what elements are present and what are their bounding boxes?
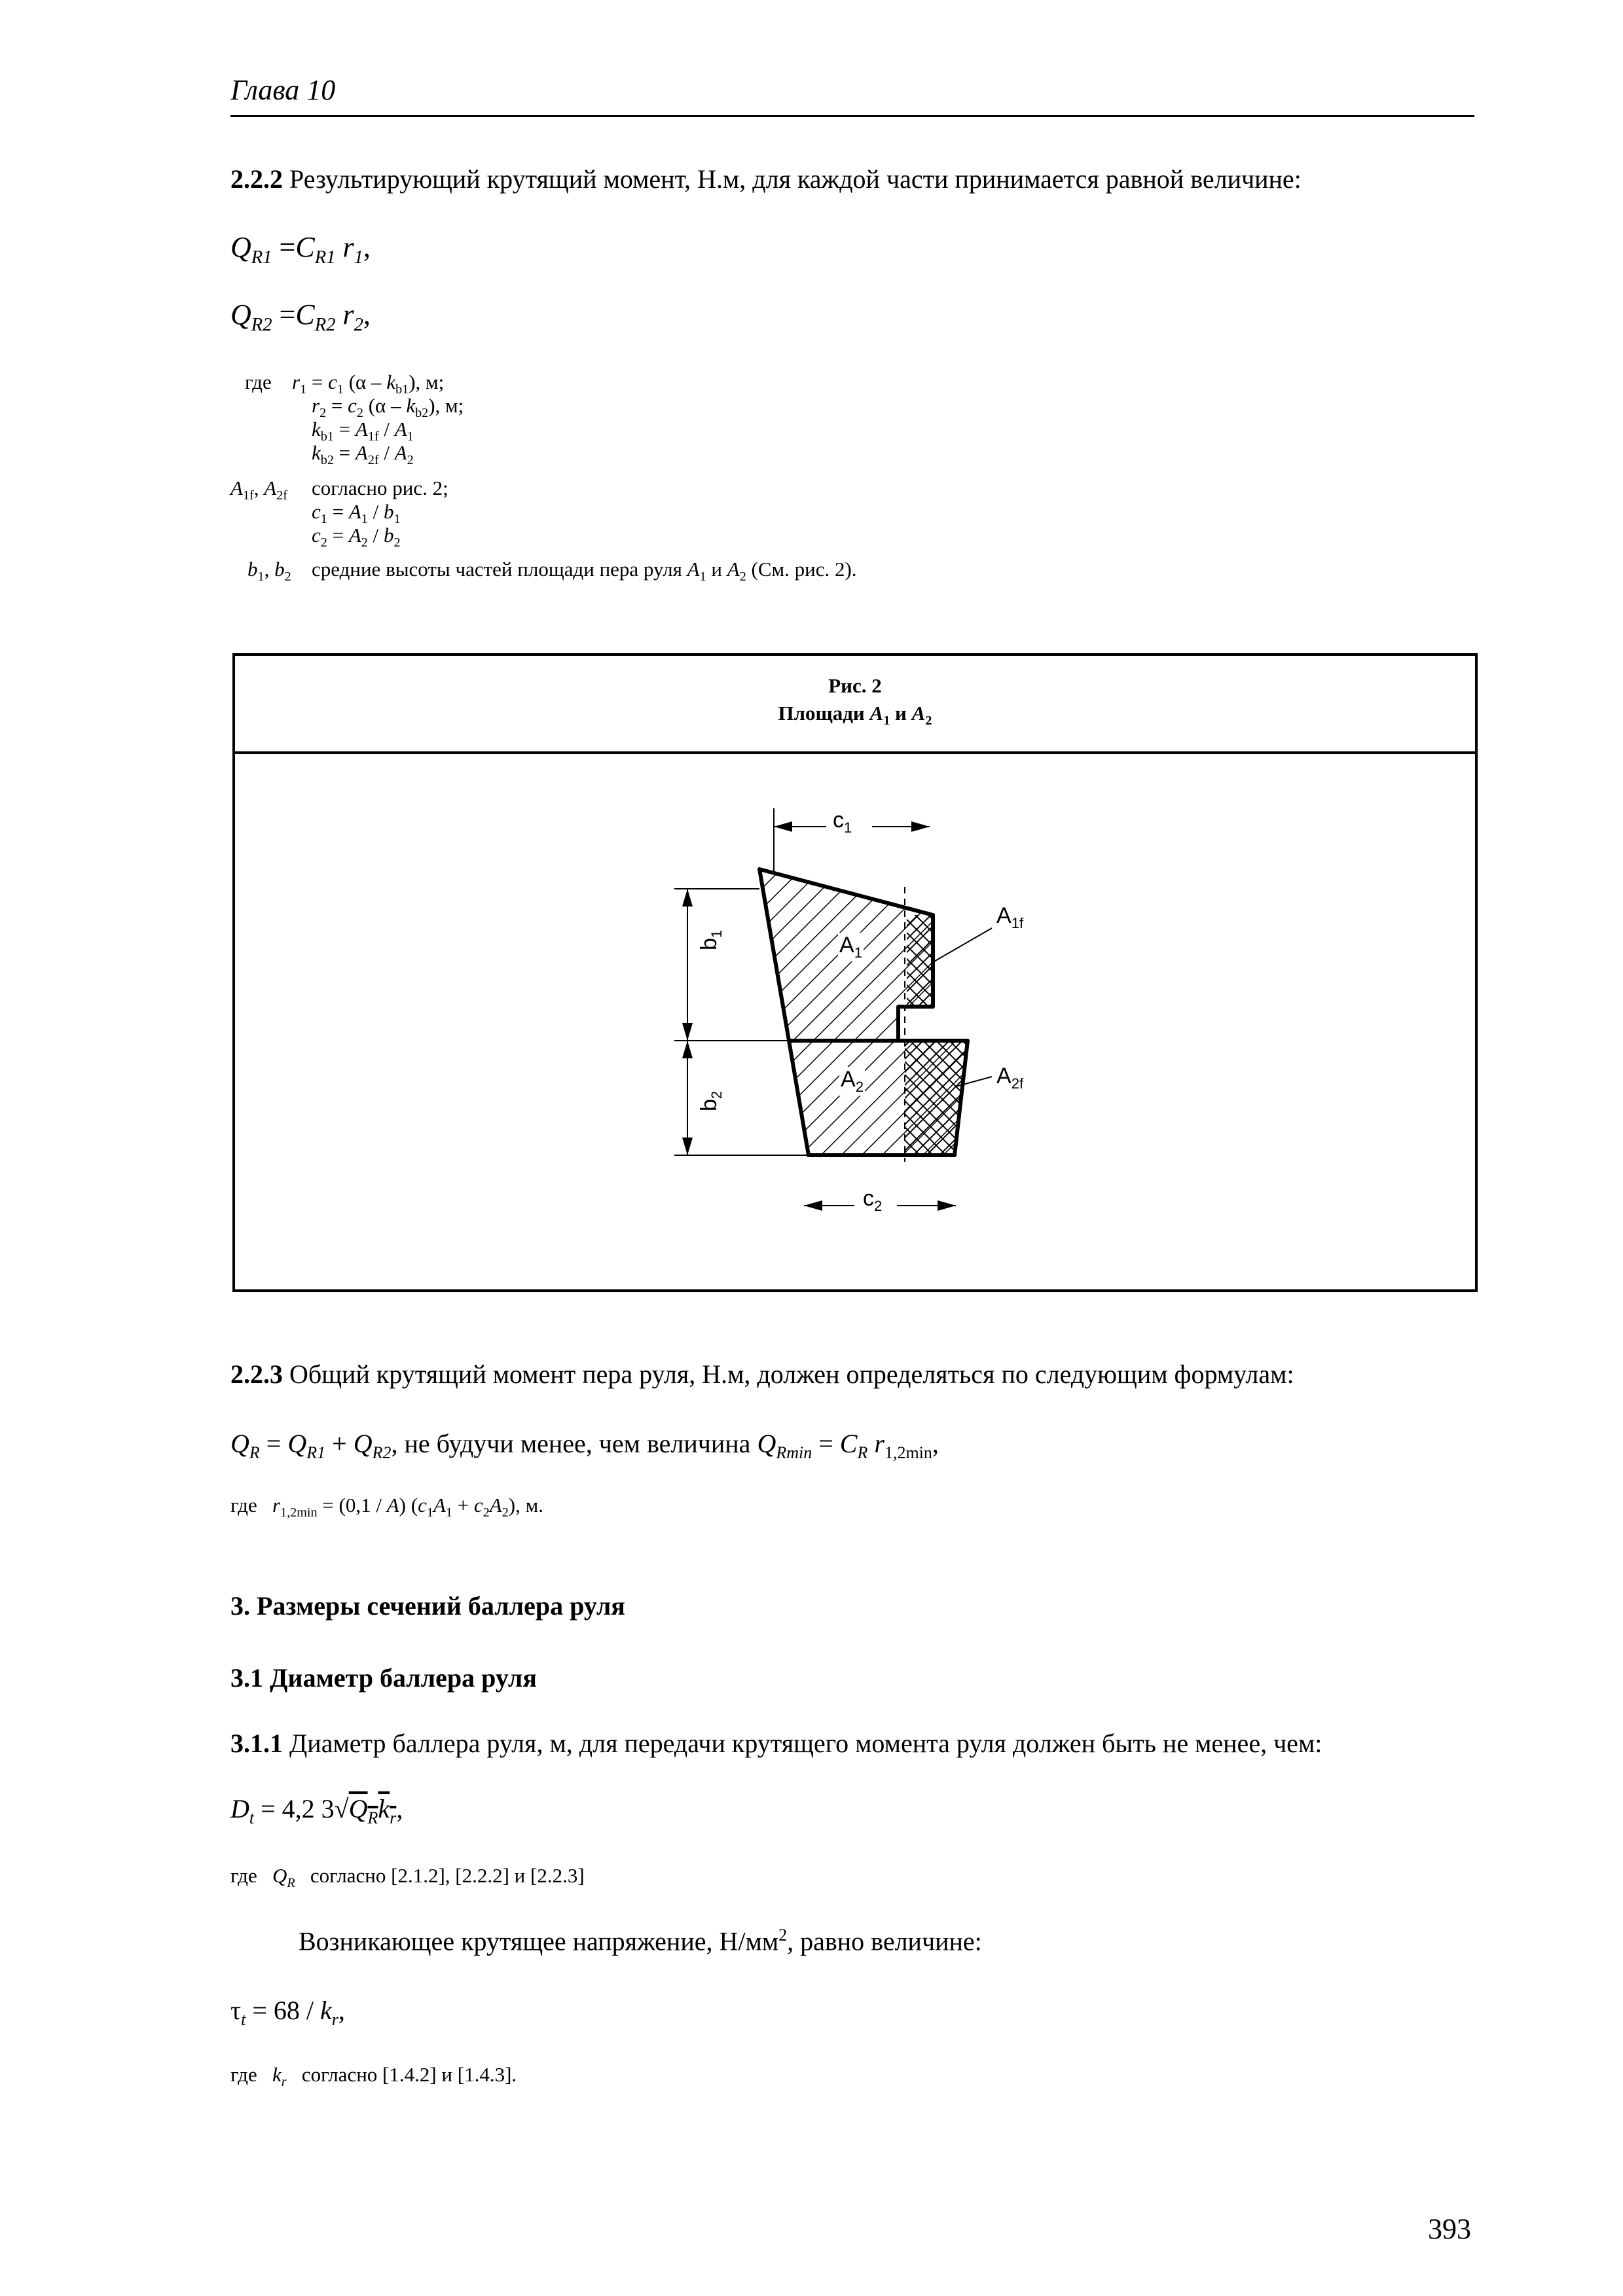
- formula-dt: $D_t = 4,2$ $3√Q_Rk_r$,: [230, 1794, 403, 1827]
- label-b2: $b_2$: [697, 1090, 725, 1111]
- def-a1f-a2f-text: согласно рис. 2;: [312, 476, 448, 499]
- b1-arrow-down-icon: [682, 1023, 693, 1041]
- figure-caption-number: Рис. 2: [828, 674, 882, 697]
- section-number: 2.2.2: [230, 164, 283, 194]
- def-kb1: $k_{b1} = A_{1f} / A_1$: [312, 418, 414, 444]
- def-kb2: $k_{b2} = A_{2f} / A_2$: [312, 441, 414, 468]
- def-r1: $r_1 = c_1$ $(\alpha - k_{b1})$, м;: [292, 370, 445, 397]
- label-c2: $c_2$: [863, 1186, 883, 1214]
- figure-caption-title: Площади $A_1$ и $A_2$: [778, 702, 932, 728]
- c1-arrow-left-icon: [774, 821, 792, 832]
- torsional-stress-paragraph: Возникающее крутящее напряжение, $Н/мм^2$, равно величине:: [299, 1926, 982, 1956]
- label-b1: $b_1$: [697, 929, 725, 950]
- formula-tau: $\tau_t = 68 / k_r$,: [230, 1996, 345, 2029]
- a1f-leader-line: [933, 928, 992, 962]
- c2-arrow-left-icon: [804, 1200, 822, 1211]
- def-b1-b2-text: средние высоты частей площади пера руля $A_1$ и $A_2$ (См. рис. 2).: [312, 558, 857, 584]
- area-a1f-shape: [907, 915, 933, 1007]
- paragraph-text: Результирующий крутящий момент, Н.м, для каждой части принимается равной величине:: [283, 164, 1302, 194]
- def-b1-b2-symbols: $b_1$, $b_2$: [247, 558, 291, 584]
- c1-arrow-right-icon: [911, 821, 930, 832]
- def-r2: $r_2 = c_2$ $(\alpha - k_{b2})$, м;: [312, 394, 464, 421]
- def-c2: $c_2 = A_2 / b_2$: [312, 524, 401, 550]
- b2-arrow-down-icon: [682, 1138, 693, 1155]
- label-c1: $c_1$: [833, 808, 852, 836]
- formula-qr-total: $Q_R = Q_{R1} + Q_{R2}$, не будучи менее, чем величина $Q_{Rmin} = C_R$ $r_{1,2min}$,: [230, 1429, 939, 1462]
- section-2-2-3-paragraph: 2.2.3 Общий крутящий момент пера руля, Н.м, должен определяться по следующим формулам:: [230, 1359, 1294, 1389]
- label-a2f: $A_{2f}$: [996, 1064, 1024, 1092]
- c2-arrow-right-icon: [938, 1200, 956, 1211]
- page-number: 393: [1428, 2213, 1471, 2245]
- b2-arrow-up-icon: [682, 1041, 693, 1058]
- chapter-header: Глава 10: [230, 74, 336, 106]
- where-qr: где $Q_R$ согласно [2.1.2], [2.2.2] и [2.2.3]: [230, 1864, 585, 1891]
- label-a1: $A_1$: [839, 933, 862, 961]
- b1-arrow-up-icon: [682, 889, 693, 906]
- where-r12min: где $r_{1,2min} = (0,1 / A) (c_1A_1 + c_2A_2)$, м.: [230, 1494, 543, 1520]
- label-a2: $A_2$: [841, 1067, 864, 1095]
- formula-qr2: $Q_{R2} =C_{R2}$ $r_2$,: [230, 298, 371, 335]
- where-label: где: [245, 370, 272, 393]
- section-3-1-heading: 3.1 Диаметр баллера руля: [230, 1663, 537, 1693]
- where-kr: где $k_r$ согласно [1.4.2] и [1.4.3].: [230, 2063, 517, 2090]
- section-3-heading: 3. Размеры сечений баллера руля: [230, 1591, 625, 1621]
- def-c1: $c_1 = A_1 / b_1$: [312, 500, 401, 527]
- formula-qr1: $Q_{R1} =C_{R1}$ $r_1$,: [230, 231, 371, 268]
- def-a1f-a2f-symbols: $A_{1f}$, $A_{2f}$: [230, 476, 287, 503]
- section-3-1-1-paragraph: 3.1.1 Диаметр баллера руля, м, для передачи крутящего момента руля должен быть не менее, чем:: [230, 1729, 1322, 1758]
- label-a1f: $A_{1f}$: [996, 903, 1024, 931]
